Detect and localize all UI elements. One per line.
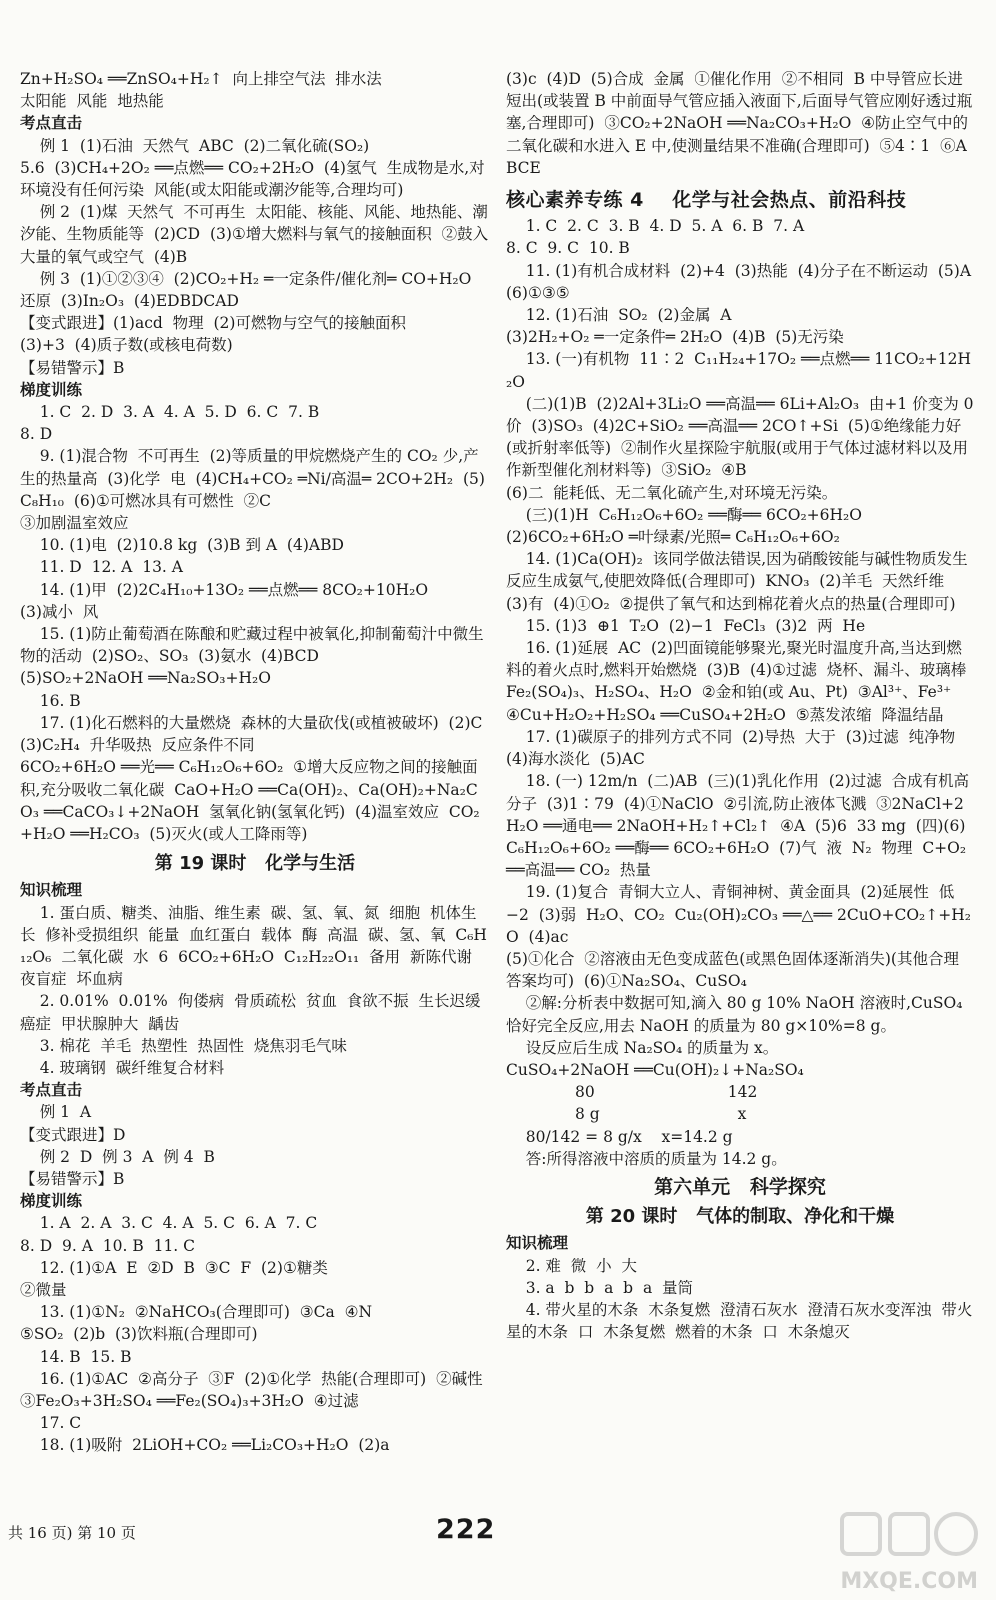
right-column	[506, 68, 981, 1343]
answer-line: 11. (1)有机合成材料 (2)+4 (3)热能 (4)分子在不断运动 (5)A (6)①③⑤	[506, 261, 981, 302]
answer-line: 80/142 = 8 g/x x=14.2 g	[506, 1127, 733, 1146]
answer-line: (6)二 能耗低、无二氧化硫产生,对环境无污染。	[506, 483, 838, 502]
answer-line: 例 2 (1)煤 天然气 不可再生 太阳能、核能、风能、地热能、潮汐能、生物质能等 (2)CD (3)①增大燃料与氧气的接触面积 ②鼓入大量的氧气或空气 (4)B	[20, 203, 489, 266]
watermark-icon	[834, 1508, 984, 1568]
answer-line: (2)6CO₂+6H₂O ═叶绿素/光照═ C₆H₁₂O₆+6O₂	[506, 528, 840, 547]
lesson-heading: 第 20 课时 气体的制取、净化和干燥	[585, 1206, 895, 1228]
unit-heading: 第六单元 科学探究	[654, 1175, 826, 1198]
watermark-logo	[834, 1508, 984, 1596]
answer-line: (5)SO₂+2NaOH ══Na₂SO₃+H₂O	[20, 669, 271, 688]
answer-line: (5)①化合 ②溶液由无色变成蓝色(或黑色固体逐渐消失)(其他合理答案均可) (6)①Na₂SO₄、CuSO₄	[506, 949, 959, 991]
answer-line: (3)c (4)D (5)合成 金属 ①催化作用 ②不相同 B 中导管应长进短出(或装置 B 中前面导气管应插入液面下,后面导气管应刚好透过瓶塞,合理即可) ③CO₂+2NaOH ══Na₂CO₃+H₂O ④防止空气中的二氧化碳和水进入 E 中,使测量结果不准确(合理即可) ⑤4∶1 ⑥ABCE	[506, 70, 973, 177]
answer-line: 还原 (3)In₂O₃ (4)EDBDCAD	[20, 292, 239, 311]
answer-line: Zn+H₂SO₄ ══ZnSO₄+H₂↑ 向上排空气法 排水法	[20, 70, 382, 88]
answer-line: (二)(1)B (2)2Al+3Li₂O ══高温══ 6Li+Al₂O₃ 由+1 价变为 0 价 (3)SO₃ (4)2C+SiO₂ ══高温══ 2CO↑+Si (5)①绝缘能力好(或折射率低等) ②制作火星探险宇航服(或用于气体过滤材料以及用作新型催化剂材料等) ③SiO₂ ④B	[506, 394, 979, 480]
answer-line: 例 3 (1)①②③④ (2)CO₂+H₂ ═一定条件/催化剂═ CO+H₂O	[20, 269, 472, 288]
section-heading: 梯度训练	[20, 380, 83, 399]
answer-line: ②微量	[20, 1280, 67, 1299]
answer-line: 1. C 2. C 3. B 4. D 5. A 6. B 7. A	[506, 217, 805, 236]
answer-line: 16. B	[20, 691, 81, 710]
watermark-text: MXQE.COM	[840, 1569, 978, 1594]
answer-line: 6CO₂+6H₂O ══光══ C₆H₁₂O₆+6O₂ ①增大反应物之间的接触面积,充分吸收二氧化碳 CaO+H₂O ══Ca(OH)₂、Ca(OH)₂+Na₂CO₃ ══CaCO₃↓+2NaOH 氢氧化钠(氢氧化钙) (4)温室效应 CO₂+H₂O ══H₂CO₃ (5)灭火(或人工降雨等)	[20, 758, 480, 843]
answer-line: 8 g x	[506, 1105, 747, 1124]
answer-line: (3)+3 (4)质子数(或核电荷数)	[20, 336, 233, 355]
answer-line: 例 1 (1)石油 天然气 ABC (2)二氧化硫(SO₂)	[20, 136, 370, 155]
answer-line: 17. (1)化石燃料的大量燃烧 森林的大量砍伐(或植被破坏) (2)C (3)C₂H₄ 升华吸热 反应条件不同	[20, 713, 493, 755]
answer-line: 13. (1)①N₂ ②NaHCO₃(合理即可) ③Ca ④N	[20, 1303, 373, 1322]
section-heading: 知识梳理	[506, 1234, 569, 1253]
answer-line: 19. (1)复合 青铜大立人、青铜神树、黄金面具 (2)延展性 低 −2 (3)弱 H₂O、CO₂ Cu₂(OH)₂CO₃ ══△══ 2CuO+CO₂↑+H₂O (4)ac	[506, 883, 971, 946]
answer-line: 8. D	[20, 425, 53, 444]
answer-line: 8. D 9. A 10. B 11. C	[20, 1236, 196, 1255]
answer-line: (三)(1)H C₆H₁₂O₆+6O₂ ══酶══ 6CO₂+6H₂O	[506, 505, 862, 524]
answer-line: 10. (1)电 (2)10.8 kg (3)B 到 A (4)ABD	[20, 536, 344, 555]
answer-line: 1. A 2. A 3. C 4. A 5. C 6. A 7. C	[20, 1214, 318, 1233]
answer-line: 例 2 D 例 3 A 例 4 B	[20, 1147, 215, 1166]
answer-line: 【变式跟进】D	[20, 1125, 126, 1144]
section-heading: 知识梳理	[20, 881, 83, 900]
answer-line: 18. (一) 12m/n (二)AB (三)(1)乳化作用 (2)过滤 合成有机高分子 (3)1∶79 (4)①NaClO ②引流,防止液体飞溅 ③2NaCl+2H₂O ══通电══ 2NaOH+H₂↑+Cl₂↑ ④A (5)6 33 mg (四)(6)C₆H₁₂O₆+6O₂ ══酶══ 6CO₂+6H₂O (7)气 液 N₂ 物理 C+O₂ ══高温══ CO₂ 热量	[506, 772, 972, 880]
answer-line: 16. (1)延展 AC (2)凹面镜能够聚光,聚光时温度升高,当达到燃料的着火点时,燃料开始燃烧 (3)B (4)①过滤 烧杯、漏斗、玻璃棒 Fe₂(SO₄)₃、H₂SO₄、H₂O ②金和铂(或 Au、Pt) ③Al³⁺、Fe³⁺ ④Cu+H₂O₂+H₂SO₄ ══CuSO₄+2H₂O ⑤蒸发浓缩 降温结晶	[506, 639, 977, 724]
answer-line: 8. C 9. C 10. B	[506, 239, 630, 258]
answer-line: (3)2H₂+O₂ ═一定条件═ 2H₂O (4)B (5)无污染	[506, 328, 844, 347]
answer-line: CuSO₄+2NaOH ══Cu(OH)₂↓+Na₂SO₄	[506, 1060, 804, 1079]
answer-line: 14. (1)甲 (2)2C₄H₁₀+13O₂ ══点燃══ 8CO₂+10H₂O	[20, 580, 429, 599]
answer-line: (3)减小 风	[20, 602, 99, 621]
answer-line: 14. (1)Ca(OH)₂ 该同学做法错误,因为硝酸铵能与碱性物质发生反应生成氨气,使肥效降低(合理即可) KNO₃ (2)羊毛 天然纤维 (3)有 (4)①O₂ ②提供了氧气和达到棉花着火点的热量(合理即可)	[506, 550, 968, 613]
section-heading: 考点直击	[20, 114, 83, 133]
answer-line: ②解:分析表中数据可知,滴入 80 g 10% NaOH 溶液时,CuSO₄ 恰好完全反应,用去 NaOH 的质量为 80 g×10%=8 g。	[506, 994, 968, 1035]
section-heading: 考点直击	[20, 1081, 83, 1100]
answer-line: 17. (1)碳原子的排列方式不同 (2)导热 大于 (3)过滤 纯净物 (4)海水淡化 (5)AC	[506, 727, 965, 769]
answer-line: 【易错警示】B	[20, 358, 125, 377]
footer-page-info: 共 16 页) 第 10 页	[8, 1524, 136, 1542]
answer-line: 3. a b b a b a 量筒	[506, 1278, 694, 1297]
answer-line: 11. D 12. A 13. A	[20, 558, 183, 577]
answer-line: 15. (1)防止葡萄酒在陈酿和贮藏过程中被氧化,抑制葡萄汁中微生物的活动 (2)SO₂、SO₃ (3)氨水 (4)BCD	[20, 625, 484, 666]
answer-line: 16. (1)①AC ②高分子 ③F (2)①化学 热能(合理即可) ②碱性 ③Fe₂O₃+3H₂SO₄ ══Fe₂(SO₄)₃+3H₂O ④过滤	[20, 1369, 493, 1410]
answer-line: 设反应后生成 Na₂SO₄ 的质量为 x。	[506, 1038, 779, 1057]
answer-line: 例 1 A	[20, 1103, 92, 1122]
answer-line: 9. (1)混合物 不可再生 (2)等质量的甲烷燃烧产生的 CO₂ 少,产生的热量高 (3)化学 电 (4)CH₄+CO₂ ═Ni/高温═ 2CO+2H₂ (5)C₈H₁₀ (6)①可燃冰具有可燃性 ②C	[20, 447, 485, 510]
answer-line: 4. 带火星的木条 木条复燃 澄清石灰水 澄清石灰水变浑浊 带火星的木条 口 木条复燃 燃着的木条 口 木条熄灭	[506, 1300, 973, 1342]
answer-line: 12. (1)石油 SO₂ (2)金属 A	[506, 306, 732, 325]
answer-line: 5.6 (3)CH₄+2O₂ ══点燃══ CO₂+2H₂O (4)氢气 生成物是水,对环境没有任何污染 风能(或太阳能或潮汐能等,合理均可)	[20, 158, 485, 200]
answer-line: 1. C 2. D 3. A 4. A 5. D 6. C 7. B	[20, 403, 320, 422]
answer-line: 2. 难 微 小 大	[506, 1256, 637, 1275]
page-number: 222	[436, 1514, 496, 1545]
answer-line: ③加剧温室效应	[20, 514, 129, 533]
core-practice-heading: 核心素养专练 4 化学与社会热点、前沿科技	[506, 189, 907, 212]
answer-line: 12. (1)①A E ②D B ③C F (2)①糖类	[20, 1258, 328, 1277]
answer-line: 太阳能 风能 地热能	[20, 92, 164, 111]
answer-line: 18. (1)吸附 2LiOH+CO₂ ══Li₂CO₃+H₂O (2)a	[20, 1436, 390, 1455]
answer-line: 【易错警示】B	[20, 1169, 125, 1188]
left-column	[20, 68, 493, 1457]
section-heading: 梯度训练	[20, 1192, 83, 1211]
answer-line: 答:所得溶液中溶质的质量为 14.2 g。	[506, 1149, 787, 1168]
answer-line: 3. 棉花 羊毛 热塑性 热固性 烧焦羽毛气味	[20, 1036, 347, 1055]
answer-line: 14. B 15. B	[20, 1347, 132, 1366]
answer-line: 13. (一)有机物 11∶2 C₁₁H₂₄+17O₂ ══点燃══ 11CO₂+12H₂O	[506, 350, 971, 391]
lesson-heading: 第 19 课时 化学与生活	[154, 853, 356, 875]
answer-line: 80 142	[506, 1083, 758, 1102]
answer-line: 15. (1)3 ⊕1 T₂O (2)−1 FeCl₃ (3)2 两 He	[506, 616, 866, 635]
answer-line: 17. C	[20, 1414, 82, 1433]
answer-line: 1. 蛋白质、糖类、油脂、维生素 碳、氢、氧、氮 细胞 机体生长 修补受损组织 能量 血红蛋白 载体 酶 高温 碳、氢、氧 C₆H₁₂O₆ 二氧化碳 水 6 6CO₂+6H₂O C₁₂H₂₂O₁₁ 备用 新陈代谢 夜盲症 坏血病	[20, 903, 487, 989]
answer-line: 4. 玻璃钢 碳纤维复合材料	[20, 1058, 225, 1077]
answer-line: 2. 0.01% 0.01% 佝偻病 骨质疏松 贫血 食欲不振 生长迟缓 癌症 甲状腺肿大 龋齿	[20, 992, 491, 1033]
answer-line: 【变式跟进】(1)acd 物理 (2)可燃物与空气的接触面积	[20, 314, 406, 333]
answer-line: ⑤SO₂ (2)b (3)饮料瓶(合理即可)	[20, 1325, 258, 1344]
